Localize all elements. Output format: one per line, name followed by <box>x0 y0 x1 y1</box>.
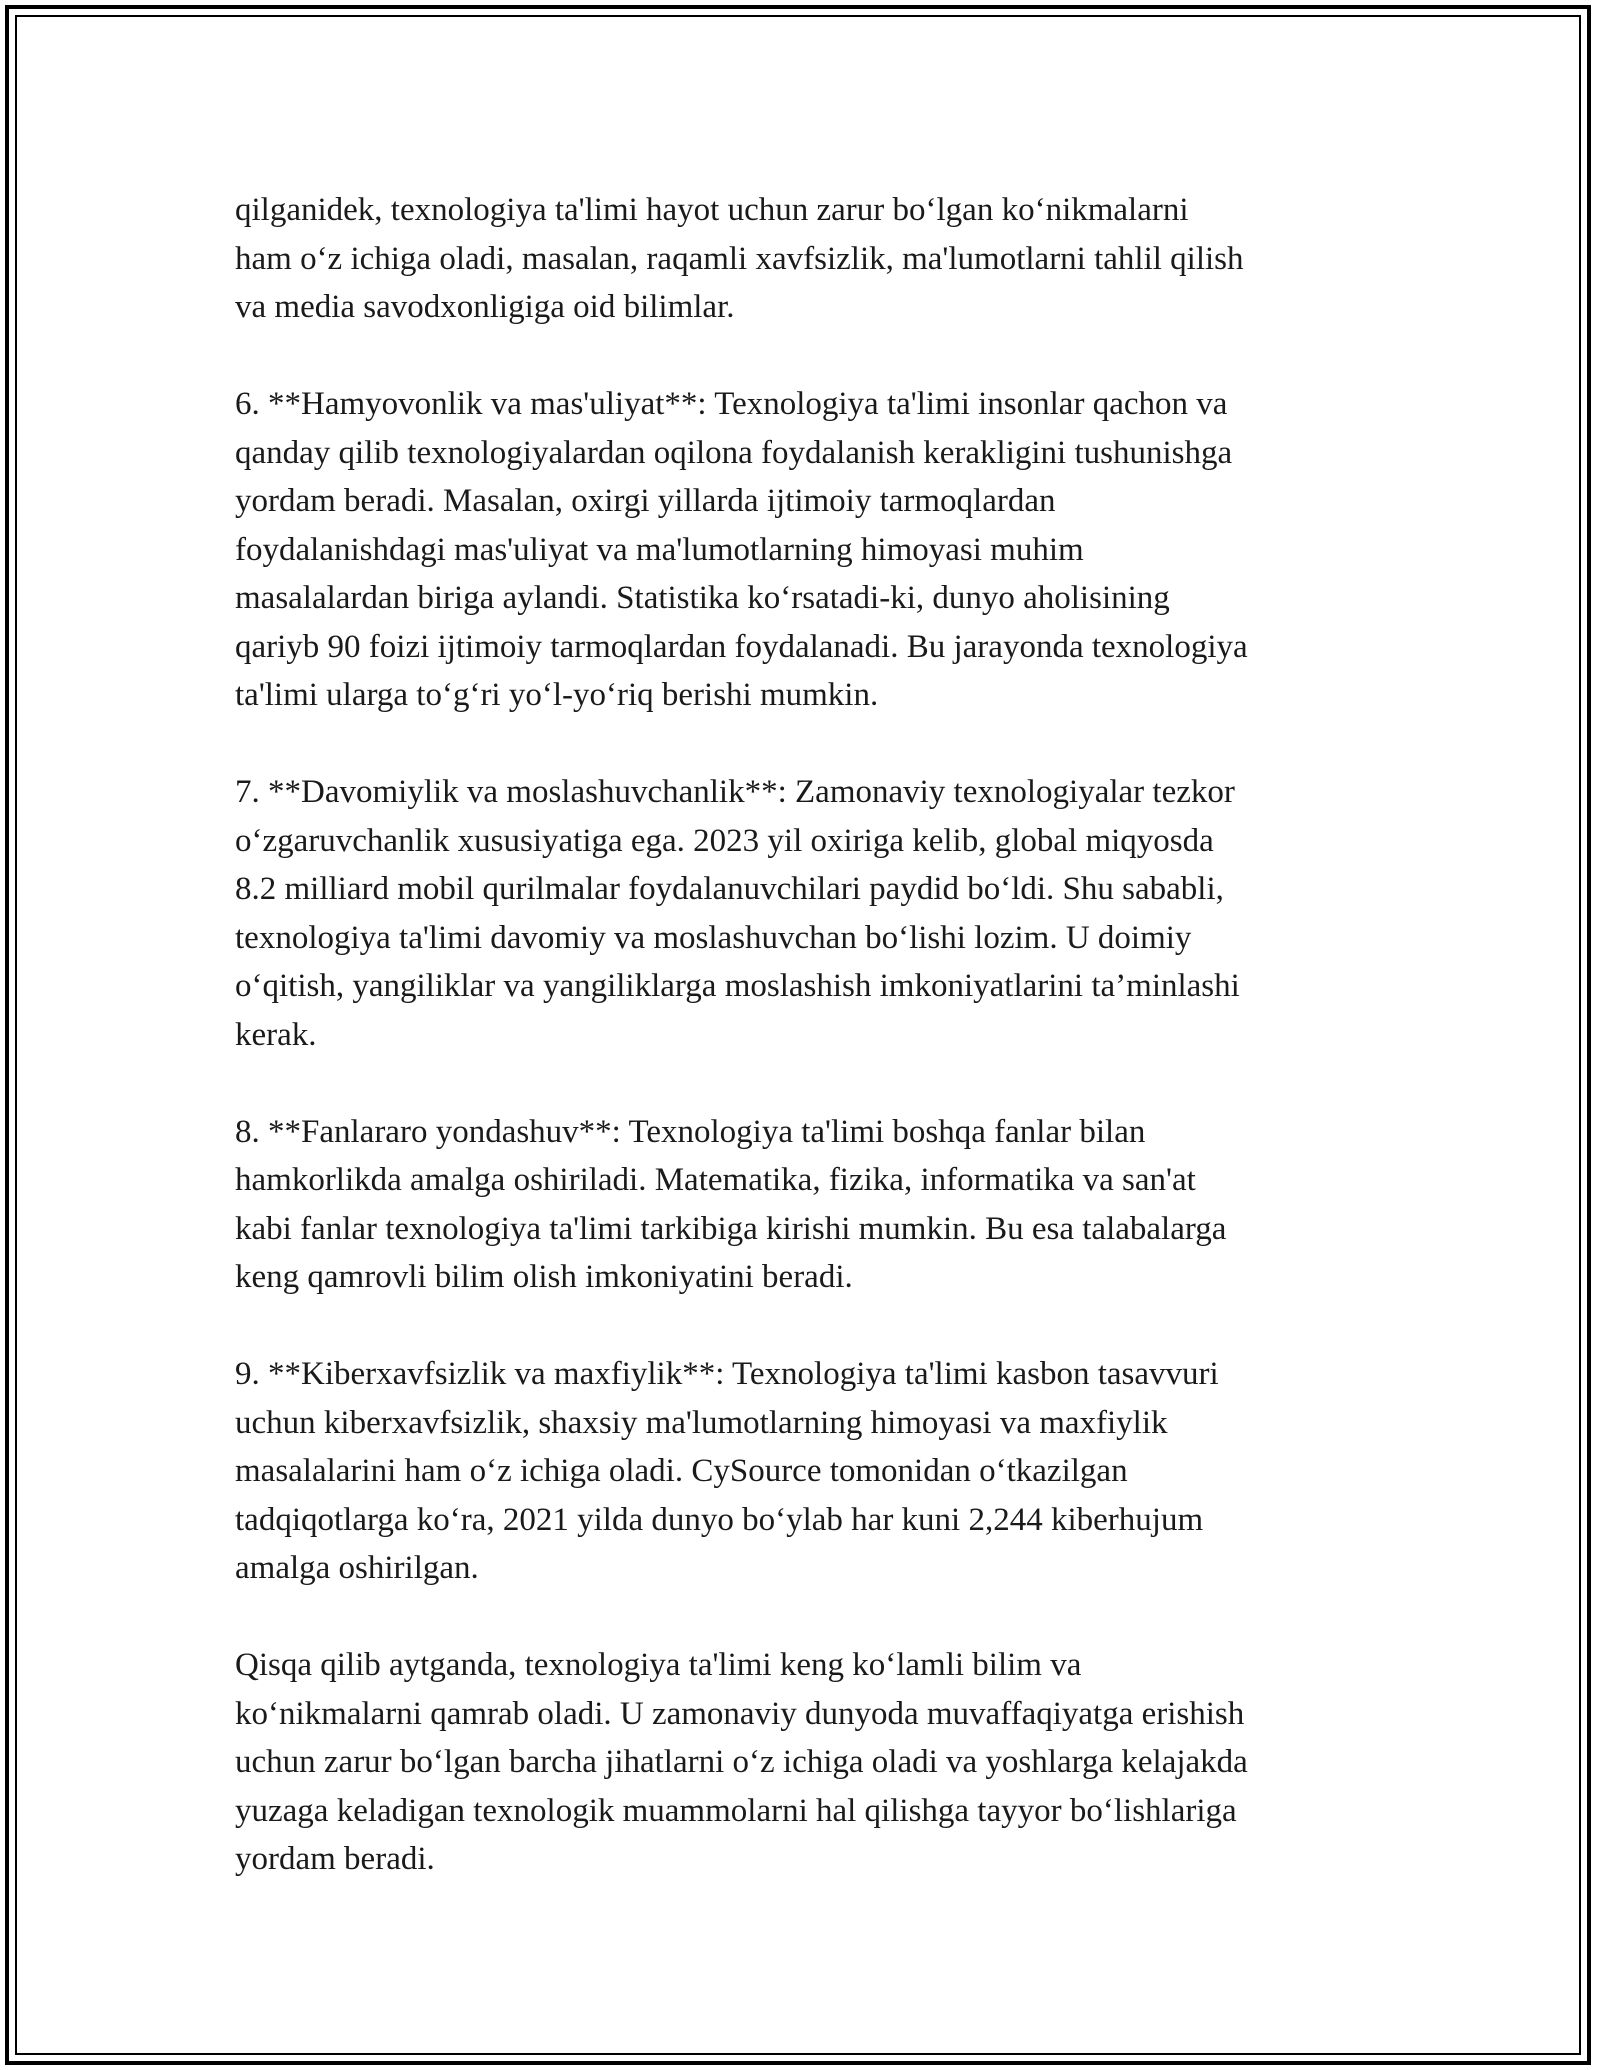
text-line: qanday qilib texnologiyalardan oqilona foydalanish kerakligini tushunishga <box>235 434 1233 471</box>
text-line: foydalanishdagi mas'uliyat va ma'lumotlarning himoyasi muhim <box>235 531 1084 568</box>
text-line: texnologiya ta'limi davomiy va moslashuvchan bo‘lishi lozim. U doimiy <box>235 919 1192 956</box>
text-line: yuzaga keladigan texnologik muammolarni hal qilishga tayyor bo‘lishlariga <box>235 1792 1237 1829</box>
text-line: qilganidek, texnologiya ta'limi hayot uchun zarur bo‘lgan ko‘nikmalarni <box>235 192 1189 228</box>
paragraph-conclusion <box>235 1641 1385 1884</box>
document-body <box>235 186 1385 1884</box>
paragraph-item-6 <box>235 380 1385 720</box>
text-line: ta'limi ularga to‘g‘ri yo‘l-yo‘riq berishi mumkin. <box>235 677 879 713</box>
text-line: o‘zgaruvchanlik xususiyatiga ega. 2023 yil oxiriga kelib, global miqyosda <box>235 822 1214 859</box>
text-line: kabi fanlar texnologiya ta'limi tarkibiga kirishi mumkin. Bu esa talabalarga <box>235 1210 1227 1247</box>
text-line: keng qamrovli bilim olish imkoniyatini beradi. <box>235 1259 853 1295</box>
text-line: 8. **Fanlararo yondashuv**: Texnologiya ta'limi boshqa fanlar bilan <box>235 1113 1146 1150</box>
text-line: masalalarini ham o‘z ichiga oladi. CySource tomonidan o‘tkazilgan <box>235 1453 1128 1489</box>
text-line: 8.2 milliard mobil qurilmalar foydalanuvchilari paydid bo‘ldi. Shu sababli, <box>235 871 1224 907</box>
text-line: masalalardan biriga aylandi. Statistika ko‘rsatadi-ki, dunyo aholisining <box>235 580 1170 616</box>
text-line: Qisqa qilib aytganda, texnologiya ta'limi keng ko‘lamli bilim va <box>235 1647 1082 1683</box>
text-line: uchun kiberxavfsizlik, shaxsiy ma'lumotlarning himoyasi va maxfiylik <box>235 1404 1168 1441</box>
paragraph-item-9 <box>235 1350 1385 1593</box>
text-line: hamkorlikda amalga oshiriladi. Matematika, fizika, informatika va san'at <box>235 1162 1196 1198</box>
paragraph-item-7 <box>235 768 1385 1059</box>
text-line: yordam beradi. Masalan, oxirgi yillarda ijtimoiy tarmoqlardan <box>235 483 1056 519</box>
text-line: amalga oshirilgan. <box>235 1550 479 1586</box>
text-line: o‘qitish, yangiliklar va yangiliklarga moslashish imkoniyatlarini ta’minlashi <box>235 968 1240 1004</box>
text-line: 7. **Davomiylik va moslashuvchanlik**: Zamonaviy texnologiyalar tezkor <box>235 774 1235 810</box>
text-line: uchun zarur bo‘lgan barcha jihatlarni o‘z ichiga oladi va yoshlarga kelajakda <box>235 1744 1248 1780</box>
paragraph-item-8 <box>235 1108 1385 1302</box>
text-line: ko‘nikmalarni qamrab oladi. U zamonaviy dunyoda muvaffaqiyatga erishish <box>235 1695 1245 1732</box>
text-line: va media savodxonligiga oid bilimlar. <box>235 289 735 325</box>
text-line: ham o‘z ichiga oladi, masalan, raqamli xavfsizlik, ma'lumotlarni tahlil qilish <box>235 240 1244 277</box>
text-line: tadqiqotlarga ko‘ra, 2021 yilda dunyo bo‘ylab har kuni 2,244 kiberhujum <box>235 1501 1204 1538</box>
text-line: 6. **Hamyovonlik va mas'uliyat**: Texnologiya ta'limi insonlar qachon va <box>235 386 1228 422</box>
paragraph-intro-continuation <box>235 186 1385 332</box>
text-line: qariyb 90 foizi ijtimoiy tarmoqlardan foydalanadi. Bu jarayonda texnologiya <box>235 628 1248 665</box>
text-line: yordam beradi. <box>235 1841 435 1877</box>
text-line: kerak. <box>235 1016 317 1053</box>
text-line: 9. **Kiberxavfsizlik va maxfiylik**: Texnologiya ta'limi kasbon tasavvuri <box>235 1356 1219 1392</box>
